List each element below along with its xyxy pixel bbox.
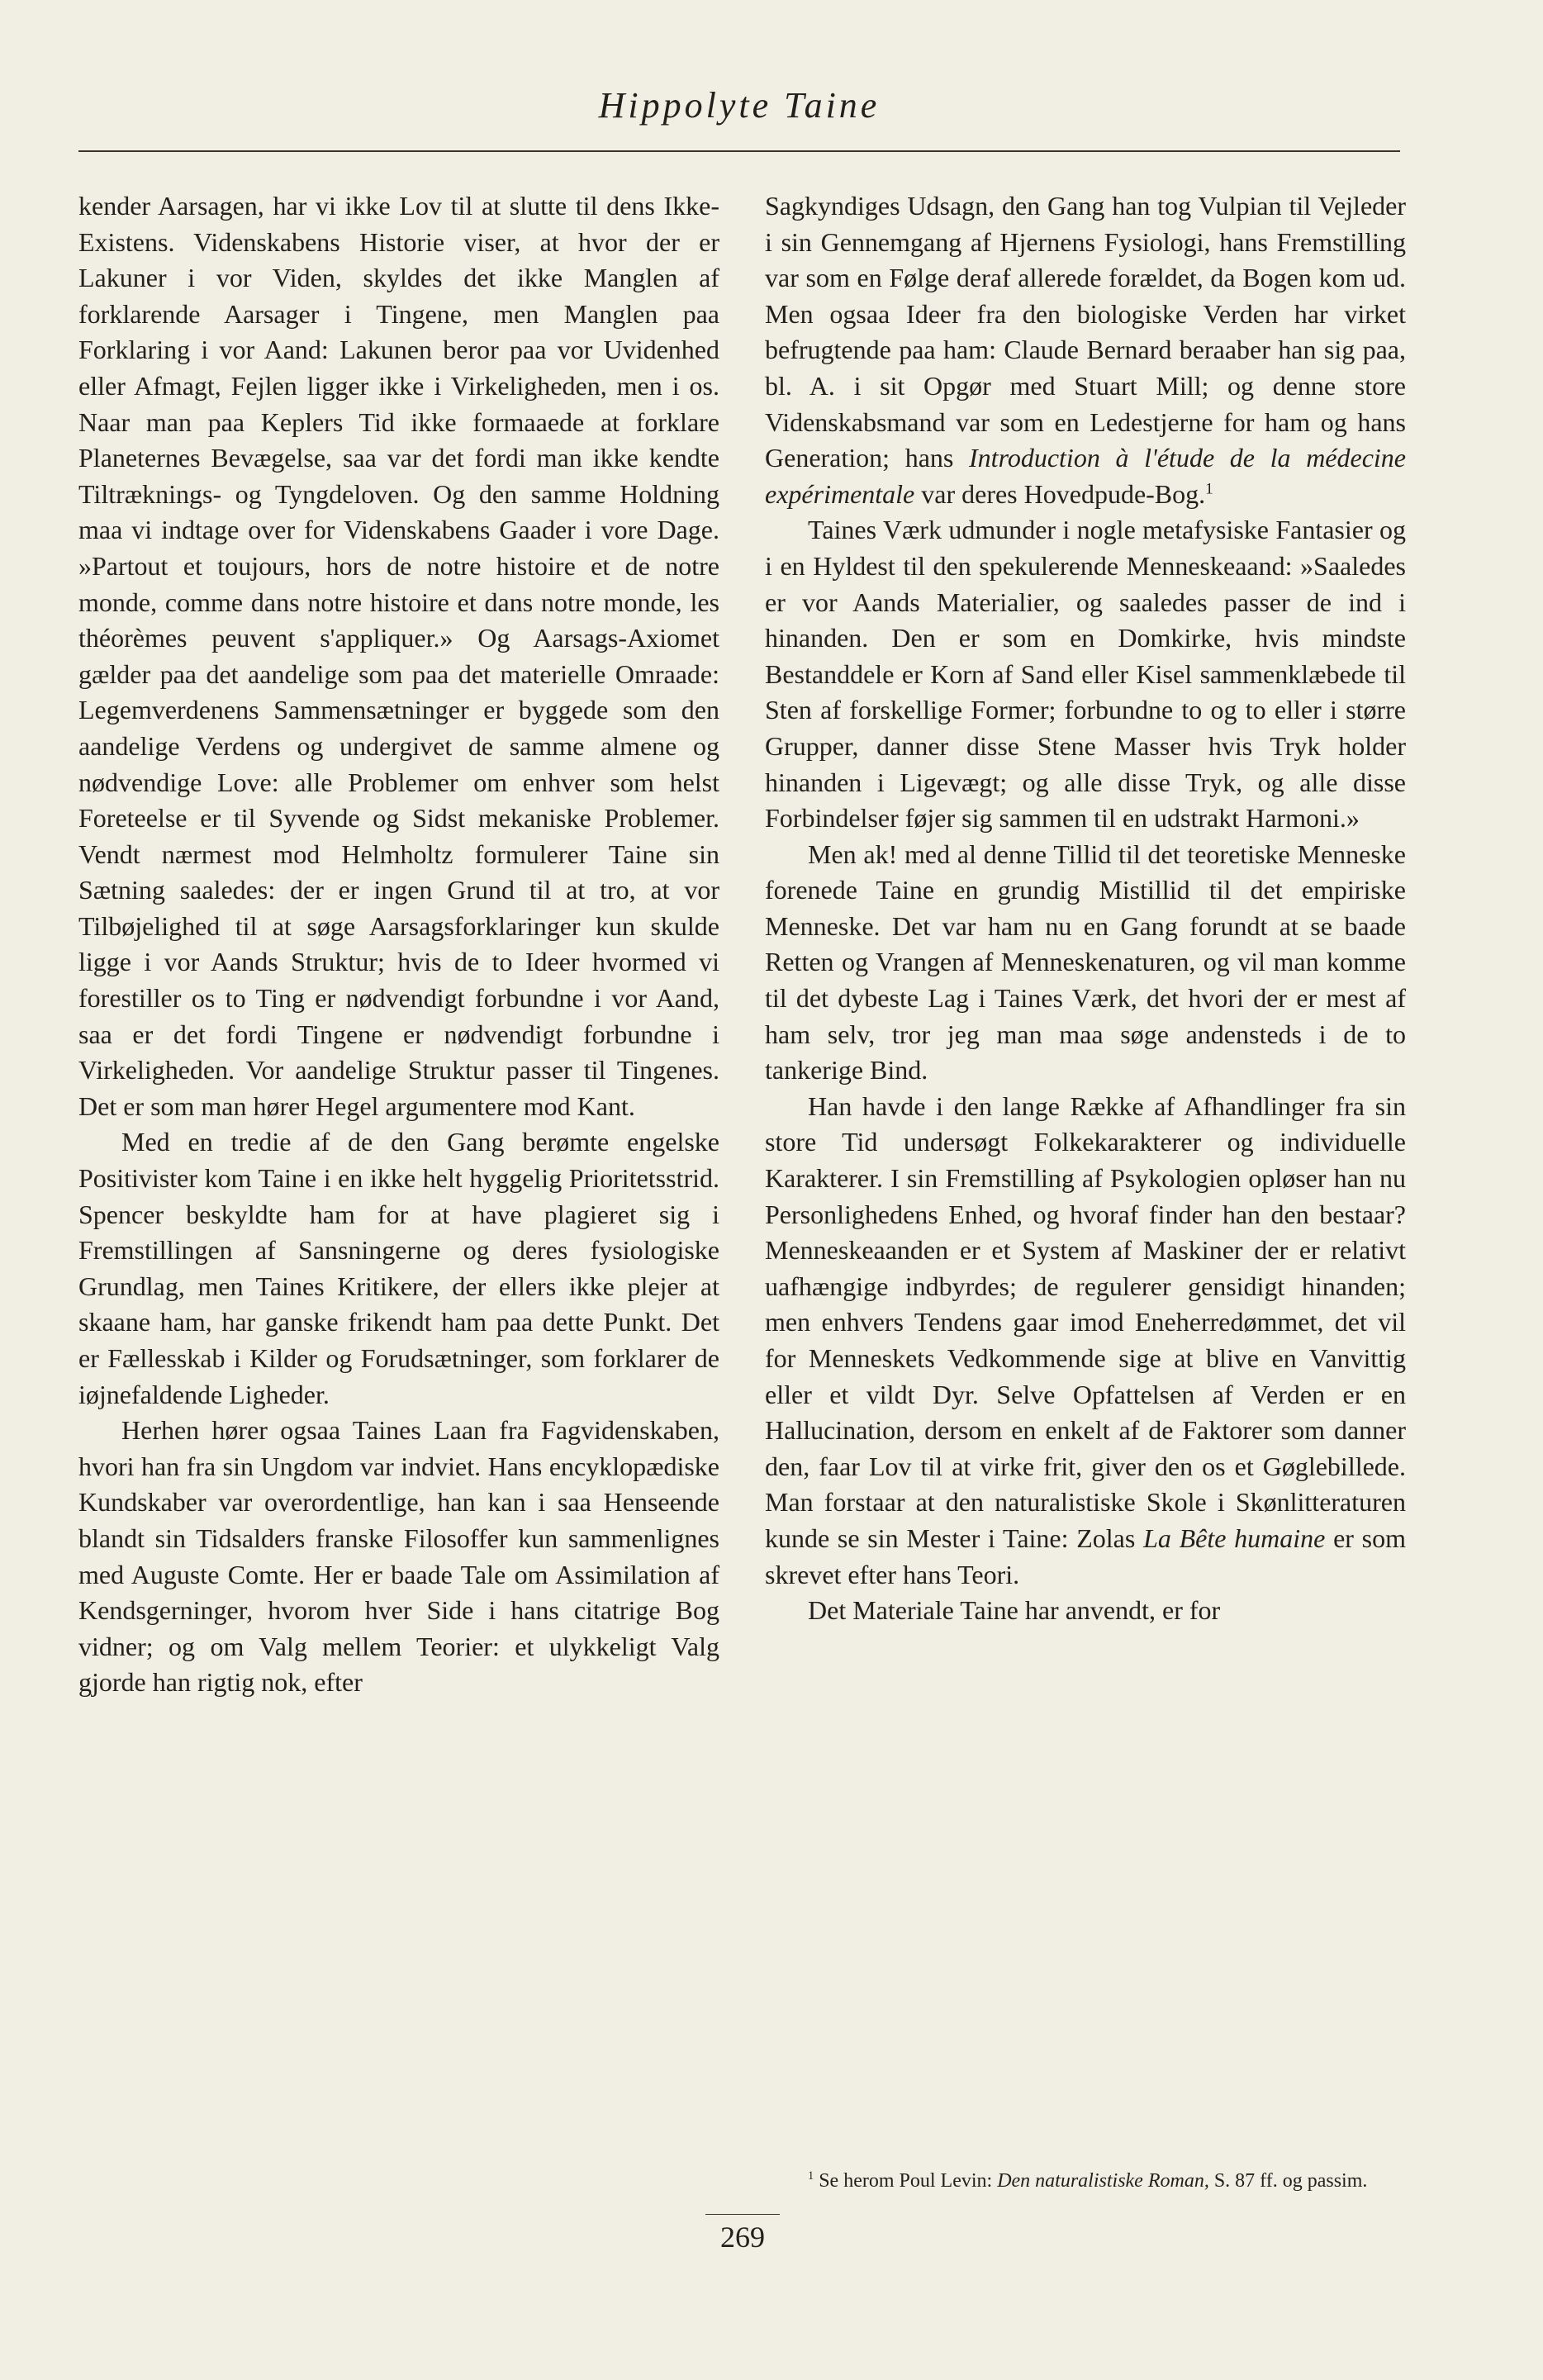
page-number-rule <box>705 2214 780 2215</box>
running-header: Hippolyte Taine <box>598 85 881 126</box>
header-rule <box>78 150 1400 152</box>
right-p4-text: Han havde i den lange Række af Afhandlinger fra sin store Tid undersøgt Folkekarakterer og individuelle Karakterer. I sin Fremstilling af Psykologien opløser han nu Personlighedens Enhed, og hvoraf finder han den bestaar? Menneskeaanden er et System af Maskiner der er relativt uafhængige indbyrdes; de regulerer gensidigt hinanden; men enhvers Tendens gaar imod Eneherredømmet, det vil for Menneskets Vedkommende sige at blive en Vanvittig eller et vildt Dyr. Selve Opfattelsen af Verden er en Hallucination, dersom en enkelt af de Faktorer som danner den, faar Lov til at virke frit, giver den os et Gøglebillede. Man forstaar at den naturalistiske Skole i Skønlitteraturen kunde se sin Mester i Taine: Zolas <box>765 1090 1406 1553</box>
right-p1-text: Sagkyndiges Udsagn, den Gang han tog Vulpian til Vejleder i sin Gennemgang af Hjernens Fysiologi, hans Fremstilling var som en Følge deraf allerede forældet, da Bogen kom ud. Men ogsaa Ideer fra den biologiske Verden har virket befrugtende paa ham: Claude Bernard beraaber han sig paa, bl. A. i sit Opgør med Stuart Mill; og denne store Videnskabsmand var som en Ledestjerne for ham og hans Generation; hans <box>765 191 1406 473</box>
right-paragraph-1 <box>765 188 1406 512</box>
right-p4-end: er som skrevet efter hans Teori. <box>765 1523 1407 1589</box>
left-paragraph-1: kender Aarsagen, har vi ikke Lov til at slutte til dens Ikke-Existens. Videnskabens Historie viser, at hvor der er Lakuner i vor Viden, skyldes det ikke Manglen af forklarende Aarsager i Tingene, men Manglen paa Forklaring i vor Aand: Lakunen beror paa vor Uvidenhed eller Afmagt, Fejlen ligger ikke i Virkeligheden, men i os. Naar man paa Keplers Tid ikke formaaede at forklare Planeternes Bevægelse, saa var det fordi man ikke kendte Tiltræknings- og Tyngdeloven. Og den samme Holdning maa vi indtage over for Videnskabens Gaader i vore Dage. »Partout et toujours, hors de notre histoire et de notre monde, comme dans notre histoire et dans notre monde, les théorèmes peuvent s'appliquer.» Og Aarsags-Axiomet gælder paa det aandelige som paa det materielle Omraade: Legemverdenens Sammensætninger er byggede som den aandelige Verdens og undergivet de samme almene og nødvendige Love: alle Problemer om enhver som helst Foreteelse er til Syvende og Sidst mekaniske Problemer. Vendt nærmest mod Helmholtz formulerer Taine sin Sætning saaledes: der er ingen Grund til at tro, at vor Tilbøjelighed til at søge Aarsagsforklaringer kun skulde ligge i vor Aands Struktur; hvis de to Ideer hvormed vi forestiller os to Ting er nødvendigt forbundne i vor Aand, saa er det fordi Tingene er nødvendigt forbundne i Virkeligheden. Vor aandelige Struktur passer til Tingenes. Det er som man hører Hegel argumentere mod Kant. <box>78 191 719 1121</box>
right-p1-end: var deres Hovedpude-Bog. <box>921 478 1206 509</box>
footnote-reference: 1 <box>1205 480 1213 498</box>
page-number: 269 <box>720 2221 765 2254</box>
footnote-book-title: Den naturalistiske Roman, <box>997 2170 1209 2192</box>
right-paragraph-5: Det Materiale Taine har anvendt, er for <box>808 1595 1221 1626</box>
left-column <box>78 188 719 1701</box>
right-paragraph-4 <box>765 1089 1406 1593</box>
right-paragraph-2: Taines Værk udmunder i nogle metafysiske Fantasier og i en Hyldest til den spekulerende Menneskeaand: »Saaledes er vor Aands Materialier, og saaledes passer de ind i hinanden. Den er som en Domkirke, hvis mindste Bestanddele er Korn af Sand eller Kisel sammenklæbede til Sten af forskellige Former; forbundne to og to eller i større Grupper, danner disse Stene Masser hvis Tryk holder hinanden i Ligevægt; og alle disse Tryk, og alle disse Forbindelser føjer sig sammen til en udstrakt Harmoni.» <box>765 515 1406 834</box>
footnote <box>765 2167 1406 2195</box>
left-paragraph-3: Herhen hører ogsaa Taines Laan fra Fagvidenskaben, hvori han fra sin Ungdom var indviet. Hans encyklopædiske Kundskaber var overordentlige, han kan i saa Henseende blandt sin Tidsalders franske Filosoffer kun sammenlignes med Auguste Comte. Her er baade Tale om Assimilation af Kendsgerninger, hvorom hver Side i hans citatrige Bog vidner; og om Valg mellem Teorier: et ulykkeligt Valg gjorde han rigtig nok, efter <box>78 1415 719 1698</box>
right-column <box>765 188 1406 1629</box>
footnote-text-end: S. 87 ff. og passim. <box>1213 2170 1368 2192</box>
footnote-text: Se herom Poul Levin: <box>819 2170 993 2192</box>
left-paragraph-2: Med en tredie af de den Gang berømte engelske Positivister kom Taine i en ikke helt hyggelig Prioritetsstrid. Spencer beskyldte ham for at have plagieret sig i Fremstillingen af Sansningerne og deres fysiologiske Grundlag, men Taines Kritikere, der ellers ikke plejer at skaane ham, har ganske frikendt ham paa dette Punkt. Det er Fællesskab i Kilder og Forudsætninger, som forklarer de iøjnefaldende Ligheder. <box>78 1127 719 1409</box>
book-title-bete-humaine: La Bête humaine <box>1143 1523 1326 1553</box>
right-paragraph-3: Men ak! med al denne Tillid til det teoretiske Menneske forenede Taine en grundig Mistillid til det empiriske Menneske. Det var ham nu en Gang forundt at se baade Retten og Vrangen af Menneskenaturen, og vil man komme til det dybeste Lag i Taines Værk, det hvori der er mest af ham selv, tror jeg man maa søge andensteds i de to tankerige Bind. <box>765 838 1406 1085</box>
book-title-introduction: Introduction à l'étude de la médecine expérimentale <box>765 443 1407 509</box>
footnote-marker: 1 <box>808 2169 814 2183</box>
